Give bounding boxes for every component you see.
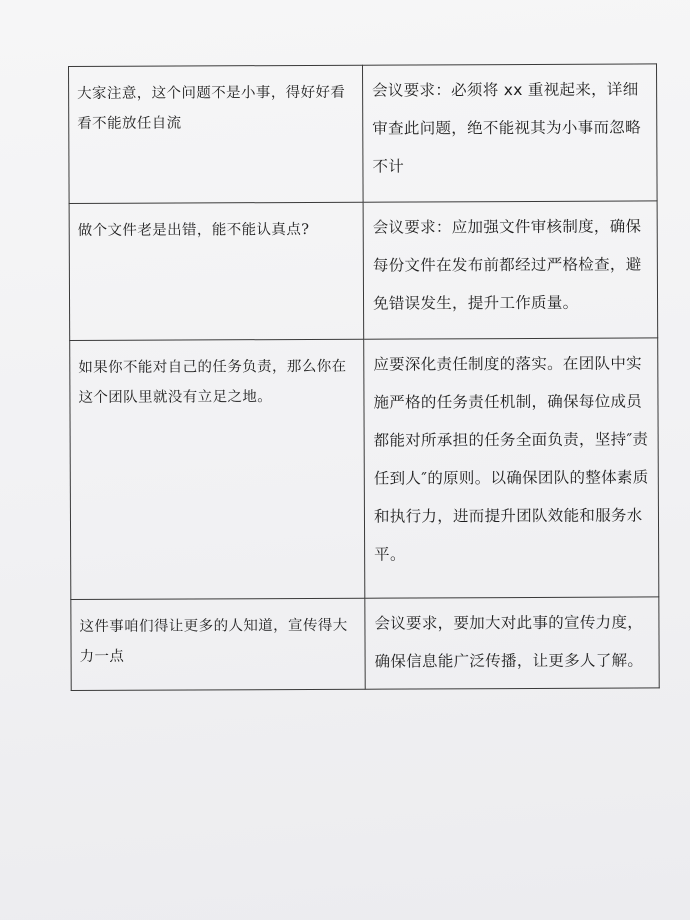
- formal-phrase-cell: 会议要求：应加强文件审核制度，确保每份文件在发布前都经过严格检查，避免错误发生，提升工作质量。: [363, 201, 658, 339]
- table-row: [69, 64, 658, 204]
- formal-phrase-cell: 应要深化责任制度的落实。在团队中实施严格的任务责任机制，确保每位成员都能对所承担的任务全面负责，坚持″责任到人″的原则。以确保团队的整体素质和执行力，进而提升团队效能和服务水平。: [364, 338, 659, 598]
- table-row: [71, 597, 659, 691]
- table-row: [69, 201, 658, 341]
- formal-phrase-cell: 会议要求，要加大对此事的宣传力度，确保信息能广泛传播，让更多人了解。: [365, 597, 659, 689]
- phrase-comparison-table: [68, 63, 660, 691]
- original-phrase-cell: 这件事咱们得让更多的人知道，宣传得大力一点: [71, 598, 365, 690]
- original-phrase-cell: 做个文件老是出错，能不能认真点?: [69, 202, 364, 340]
- original-phrase-cell: 大家注意，这个问题不是小事，得好好看看不能放任自流: [69, 65, 364, 203]
- table-row: [70, 338, 659, 600]
- original-phrase-cell: 如果你不能对自己的任务负责，那么你在这个团队里就没有立足之地。: [70, 339, 365, 599]
- formal-phrase-cell: 会议要求：必须将 xx 重视起来，详细审查此问题，绝不能视其为小事而忽略不计: [362, 64, 657, 202]
